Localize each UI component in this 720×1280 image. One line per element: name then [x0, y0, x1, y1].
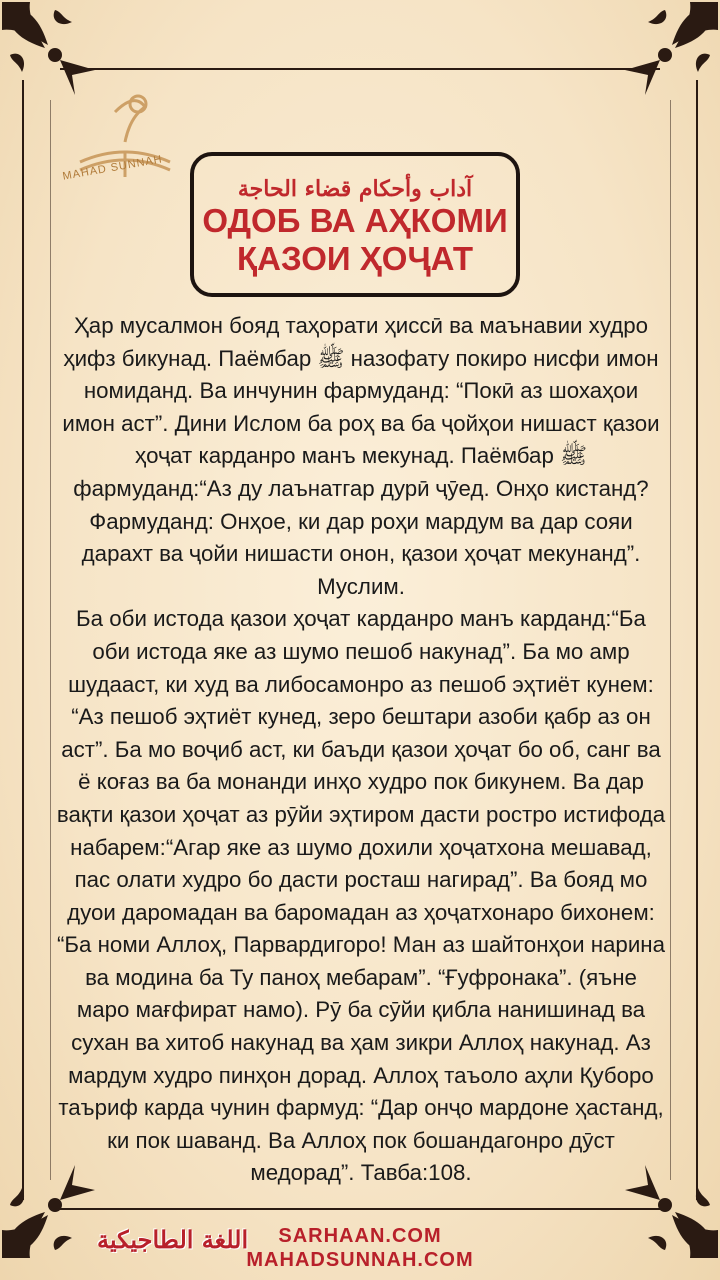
title-line-1: ОДОБ ВА АҲКОМИ	[202, 202, 508, 239]
frame-bottom-line	[60, 1208, 660, 1210]
frame-top-line	[60, 68, 660, 70]
title-line-2: ҚАЗОИ ҲОҶАТ	[237, 240, 473, 277]
ornament-top-right-icon	[610, 0, 720, 110]
logo-text: MAHAD SUNNAH	[61, 153, 164, 183]
paragraph-2: Ба оби истода қазои ҳоҷат карданро манъ карданд:“Ба оби истода яке аз шумо пешоб накунад”. Ба мо амр шудааст, ки худ ва либосамонро аз пешоб эҳтиёт кунем: “Аз пешоб эҳтиёт кунед, зеро бештари азоби қабр аз он аст”. Ба мо воҷиб аст, ки баъди қазои ҳоҷат бо об, санг ва ё коғаз ва ба монанди инҳо худро пок бикунем. Ва дар вақти қазои ҳоҷат аз рӯйи эҳтиром дасти ростро истифода набарем:“Агар яке аз шумо дохили ҳоҷатхона мешавад, пас олати худро бо дасти росташ нагирад”. Ва бояд мо дуои даромадан ва баромадан аз ҳоҷатхонаро бихонем: “Ба номи Аллоҳ, Парвардигоро! Ман аз шайтонҳои нарина ва модина ба Ту паноҳ мебарам”. “Ғуфронака”. (яъне маро мағфират намо). Рӯ ба сӯйи қибла нанишинад ва сухан ва хитоб накунад ва ҳам зикри Аллоҳ накунад. Аз мардум худро пинҳон дорад. Аллоҳ таъоло аҳли Қуборо таъриф карда чунин фармуд: “Дар онҷо мардоне ҳастанд, ки пок шаванд. Ва Аллоҳ пок бошандагонро дӯст медорад”. Тавба:108.	[56, 606, 666, 1186]
footer-site-mahadsunnah: MAHADSUNNAH.COM	[246, 1249, 474, 1271]
footer-site-sarhaan: SARHAAN.COM	[278, 1225, 442, 1247]
frame-right-line	[696, 80, 698, 1200]
body-text	[56, 310, 666, 1190]
frame-right-inner-line	[670, 100, 671, 1180]
paragraph-1: Ҳар мусалмон бояд таҳорати ҳиссӣ ва маънавии худро ҳифз бикунад. Паёмбар ﷺ назофату покиро нисфи имон номиданд. Ва инчунин фармуданд: “Покӣ аз шохаҳои имон аст”. Дини Ислом ба роҳ ва ба ҷойҳои нишаст қазои ҳоҷат карданро манъ мекунад. Паёмбар ﷺ фармуданд:“Аз ду лаънатгар дурӣ ҷӯед. Онҳо кистанд? Фармуданд: Онҳое, ки дар роҳи мардум ва дар сояи дарахт ва ҷойи нишасти онон, қазои ҳоҷат мекунанд”. Муслим.	[62, 313, 660, 599]
frame-left-inner-line	[50, 100, 51, 1180]
frame-left-line	[22, 80, 24, 1200]
title-box	[190, 152, 520, 297]
footer-language-label: اللغة الطاجيكية	[97, 1225, 249, 1254]
mahad-sunnah-logo-icon	[60, 82, 190, 202]
arabic-title: آداب وأحكام قضاء الحاجة	[237, 176, 473, 202]
